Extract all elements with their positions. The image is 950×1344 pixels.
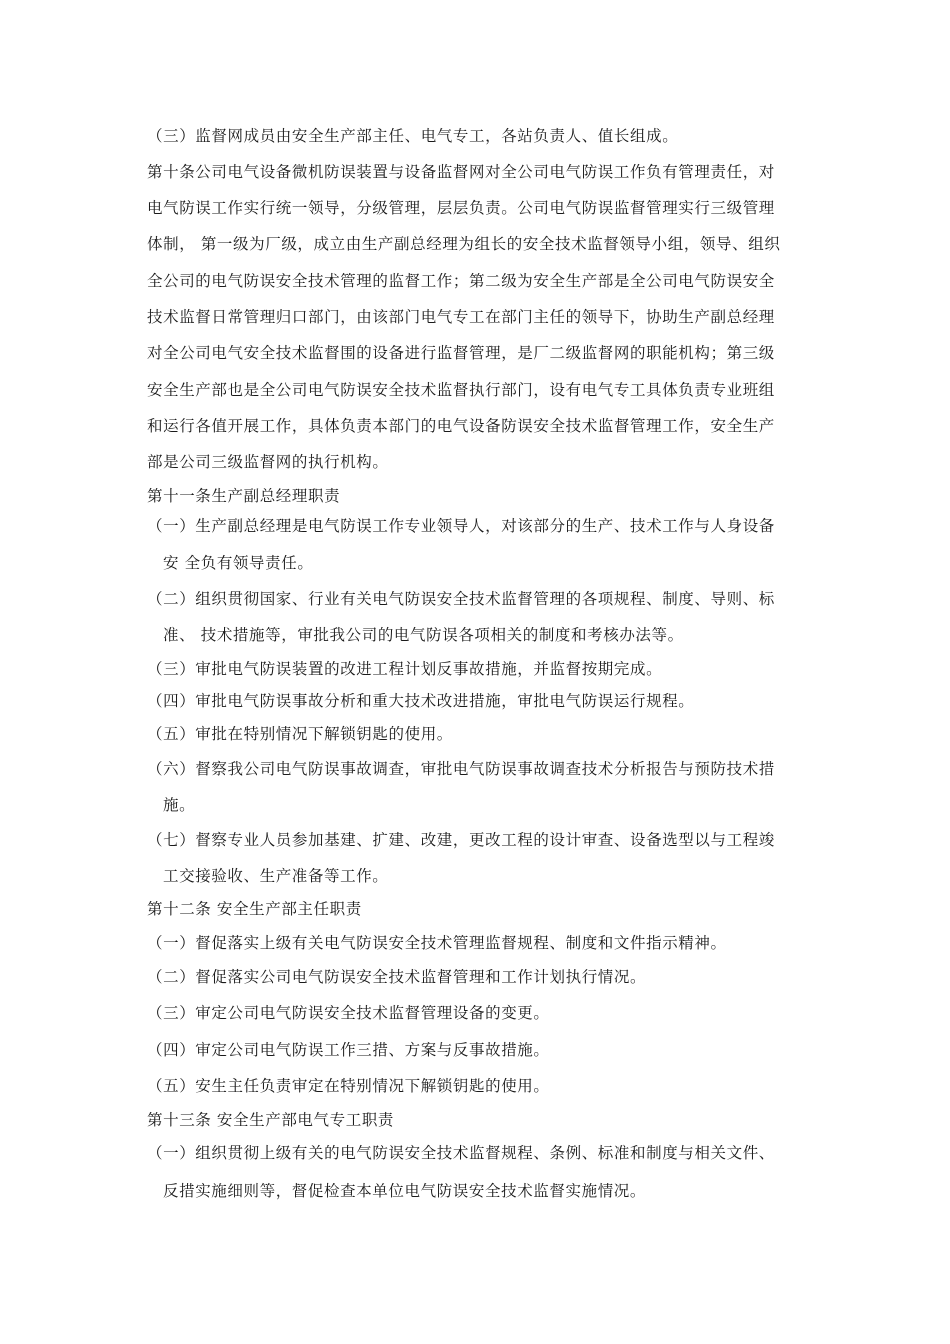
section-heading: 第十三条 安全生产部电气专工职责 [147, 1111, 395, 1129]
text-line: （七）督察专业人员参加基建、扩建、改建，更改工程的设计审查、设备选型以与工程竣 [147, 831, 775, 849]
section-heading: 第十二条 安全生产部主任职责 [147, 900, 362, 918]
text-line: 部是公司三级监督网的执行机构。 [147, 453, 389, 471]
text-line: 施。 [163, 796, 196, 814]
section-heading: 第十一条生产副总经理职责 [147, 487, 341, 505]
text-line: 和运行各值开展工作，具体负责本部门的电气设备防误安全技术监督管理工作，安全生产 [147, 417, 775, 435]
text-line: （三）监督网成员由安全生产部主任、电气专工，各站负责人、值长组成。 [147, 127, 679, 145]
text-line: （一）组织贯彻上级有关的电气防误安全技术监督规程、条例、标准和制度与相关文件、 [147, 1144, 775, 1162]
text-line: （三）审定公司电气防误安全技术监督管理设备的变更。 [147, 1004, 550, 1022]
text-line: 体制， 第一级为厂级，成立由生产副总经理为组长的安全技术监督领导小组，领导、组织 [147, 235, 781, 253]
text-line: （三）审批电气防误装置的改进工程计划反事故措施，并监督按期完成。 [147, 660, 663, 678]
text-line: 反措实施细则等，督促检查本单位电气防误安全技术监督实施情况。 [163, 1182, 647, 1200]
text-line: （五）审批在特别情况下解锁钥匙的使用。 [147, 725, 453, 743]
text-line: （二）组织贯彻国家、行业有关电气防误安全技术监督管理的各项规程、制度、导则、标 [147, 590, 775, 608]
text-line: （四）审定公司电气防误工作三措、方案与反事故措施。 [147, 1041, 550, 1059]
text-line: 工交接验收、生产准备等工作。 [163, 867, 389, 885]
text-line: （五）安生主任负责审定在特别情况下解锁钥匙的使用。 [147, 1077, 550, 1095]
text-line: （一）生产副总经理是电气防误工作专业领导人，对该部分的生产、技术工作与人身设备 [147, 517, 775, 535]
text-line: 准、 技术措施等，审批我公司的电气防误各项相关的制度和考核办法等。 [163, 626, 684, 644]
text-line: （一）督促落实上级有关电气防误安全技术管理监督规程、制度和文件指示精神。 [147, 934, 727, 952]
text-line: 第十条公司电气设备微机防误装置与设备监督网对全公司电气防误工作负有管理责任，对 [147, 163, 775, 181]
text-line: 技术监督日常管理归口部门，由该部门电气专工在部门主任的领导下，协助生产副总经理 [147, 308, 775, 326]
text-line: 安全生产部也是全公司电气防误安全技术监督执行部门，设有电气专工具体负责专业班组 [147, 381, 775, 399]
text-line: 电气防误工作实行统一领导，分级管理，层层负责。公司电气防误监督管理实行三级管理 [147, 199, 775, 217]
text-line: 对全公司电气安全技术监督围的设备进行监督管理，是厂二级监督网的职能机构；第三级 [147, 344, 775, 362]
text-line: （四）审批电气防误事故分析和重大技术改进措施，审批电气防误运行规程。 [147, 692, 695, 710]
text-line: （二）督促落实公司电气防误安全技术监督管理和工作计划执行情况。 [147, 968, 647, 986]
text-line: （六）督察我公司电气防误事故调查，审批电气防误事故调查技术分析报告与预防技术措 [147, 760, 775, 778]
text-line: 安 全负有领导责任。 [163, 554, 314, 572]
text-line: 全公司的电气防误安全技术管理的监督工作；第二级为安全生产部是全公司电气防误安全 [147, 272, 775, 290]
